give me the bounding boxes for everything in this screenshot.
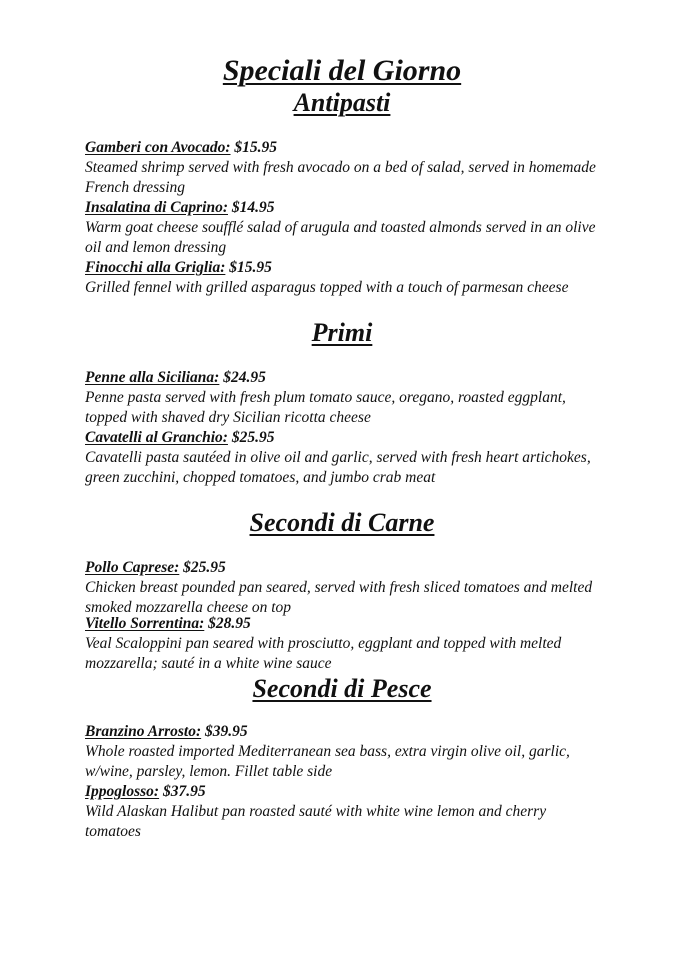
menu-item-price: $28.95 [208,615,251,632]
menu-item-name: Pollo Caprese: [85,559,180,576]
menu-item-name: Branzino Arrosto: [85,723,202,740]
menu-item-price: $37.95 [162,783,206,800]
menu-item-description: Grilled fennel with grilled asparagus topped with a touch of parmesan cheese [85,279,569,296]
menu-item-description: Cavatelli pasta sautéed in olive oil and garlic, served with fresh heart artichokes, green zucchini, chopped tomatoes, and jumbo crab meat [85,449,591,486]
menu-item-name: Ippoglosso: [85,783,160,800]
menu-item-name: Penne alla Siciliana: [85,369,220,386]
menu-item-description: Warm goat cheese soufflé salad of arugula and toasted almonds served in an olive oil and lemon dressing [85,219,596,256]
page-title: Speciali del Giorno [222,54,462,87]
section-title-pesce: Secondi di Pesce [252,674,432,703]
menu-item-description: Chicken breast pounded pan seared, served with fresh sliced tomatoes and melted smoked mozzarella cheese on top [85,579,593,616]
menu-item-price: $15.95 [234,139,278,156]
menu-item [85,368,605,428]
menu-item [85,138,605,198]
section-title-antipasti: Antipasti [293,88,391,117]
menu-item-name: Insalatina di Caprino: [85,199,228,216]
menu-item-name: Vitello Sorrentina: [85,615,205,632]
menu-item-description: Wild Alaskan Halibut pan roasted sauté with white wine lemon and cherry tomatoes [85,803,547,840]
menu-item-name: Finocchi alla Griglia: [85,259,226,276]
section-title-primi: Primi [311,318,373,347]
menu-item-name: Cavatelli al Granchio: [85,429,228,446]
menu-item-price: $24.95 [223,369,266,386]
menu-item [85,198,605,258]
menu-item-price: $25.95 [183,559,226,576]
menu-item-name: Gamberi con Avocado: [85,139,231,156]
menu-item-price: $14.95 [231,199,275,216]
menu-item-description: Penne pasta served with fresh plum tomato sauce, oregano, roasted eggplant, topped with shaved dry Sicilian ricotta cheese [85,389,566,426]
menu-item [85,722,605,782]
menu-item-description: Veal Scaloppini pan seared with prosciutto, eggplant and topped with melted mozzarella; sauté in a white wine sauce [85,635,562,672]
menu-item-description: Whole roasted imported Mediterranean sea bass, extra virgin olive oil, garlic, w/wine, parsley, lemon. Fillet table side [85,743,570,780]
menu-item [85,258,605,298]
menu-item [85,428,605,488]
menu-item-price: $25.95 [231,429,275,446]
menu-item-price: $39.95 [205,723,248,740]
menu-item [85,558,605,618]
menu-item-price: $15.95 [229,259,272,276]
menu-item [85,614,605,674]
menu-item [85,782,605,842]
menu-item-description: Steamed shrimp served with fresh avocado on a bed of salad, served in homemade French dressing [85,159,596,196]
section-title-carne: Secondi di Carne [249,508,435,537]
